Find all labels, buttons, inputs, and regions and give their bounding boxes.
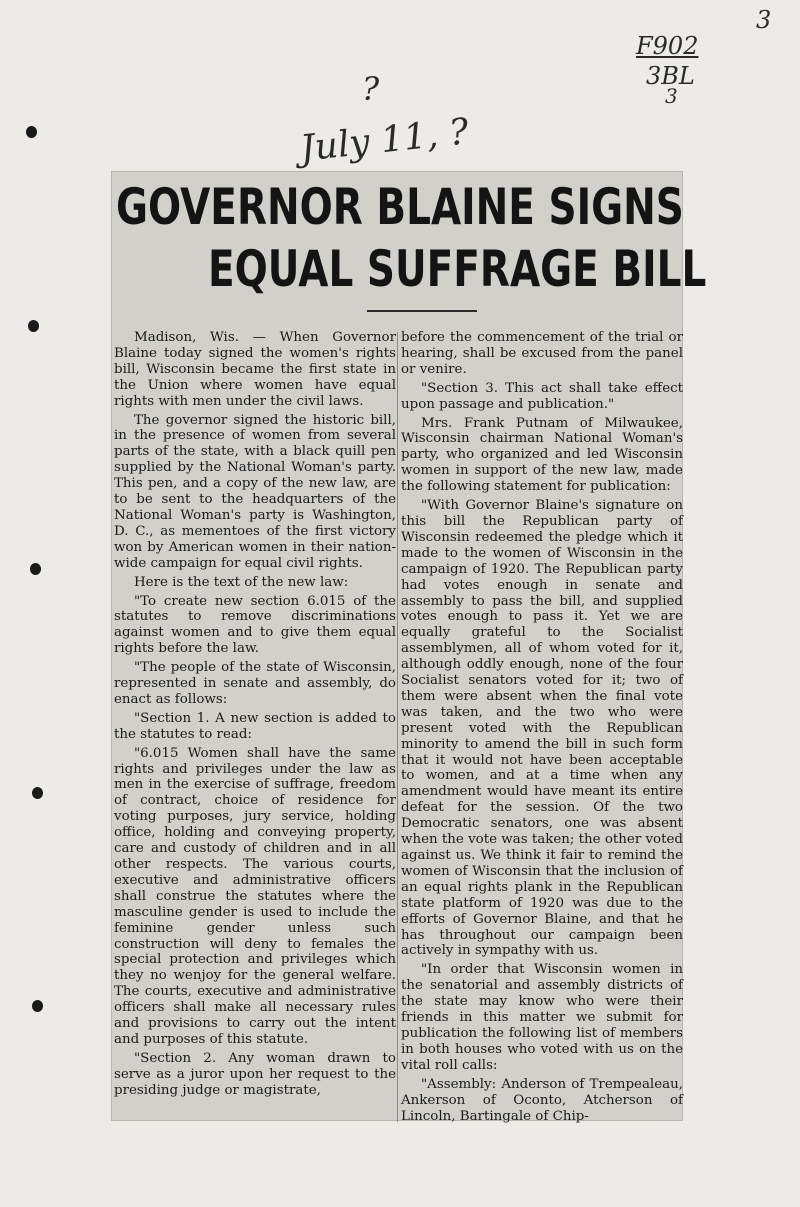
article-column-left bbox=[114, 330, 396, 1102]
headline-line-1: GOVERNOR BLAINE SIGNS bbox=[116, 178, 684, 236]
headline-rule bbox=[367, 310, 477, 312]
paragraph: "The people of the state of Wisconsin, represented in senate and assembly, do enact as follows: bbox=[114, 660, 396, 707]
punch-hole bbox=[32, 1000, 43, 1012]
paragraph: "6.015 Women shall have the same rights and privileges under the law as men in the exercise of suffrage, freedom of contract, choice of residence for voting purposes, jury service, holding office, holding and conveying property, care and custody of children and in all other respects. The various courts, executive and administrative officers shall construe the statutes where the masculine gender is used to include the feminine gender unless such construction will deny to females the special protection and privileges which they no wenjoy for the general welfare. The courts, executive and administrative officers shall make all necessary rules and provisions to carry out the intent and purposes of this statute. bbox=[114, 745, 396, 1047]
paragraph: Mrs. Frank Putnam of Milwaukee, Wisconsin chairman National Woman's party, who organized and led Wisconsin women in support of the new law, made the following statement for publication: bbox=[401, 415, 683, 495]
punch-hole bbox=[28, 320, 39, 332]
punch-hole bbox=[26, 126, 37, 138]
paragraph: The governor signed the historic bill, in the presence of women from several parts of the state, with a black quill pen supplied by the National Woman's party. This pen, and a copy of the new law, are to be sent to the headquarters of the National Woman's party is Washington, D. C., as mementoes of the first victory won by American women in their nation-wide campaign for equal civil rights. bbox=[114, 412, 396, 571]
paragraph: before the commencement of the trial or hearing, shall be excused from the panel or venire. bbox=[401, 330, 683, 377]
punch-hole bbox=[30, 563, 41, 575]
punch-hole bbox=[32, 787, 43, 799]
paragraph: Here is the text of the new law: bbox=[134, 574, 349, 590]
paragraph: "Assembly: Anderson of Trempealeau, Ankerson of Oconto, Atcherson of Lincoln, Bartingale of Chip- bbox=[401, 1076, 683, 1124]
date-note: July 11, ? bbox=[298, 111, 471, 170]
paragraph: "With Governor Blaine's signature on this bill the Republican party of Wisconsin redeemed the pledge which it made to the women of Wisconsin in the campaign of 1920. The Republican party had votes enough in senate and assembly to pass the bill, and supplied votes enough to pass it. Yet we are equally grateful to the Socialist assemblymen, all of whom voted for it, although oddly enough, none of the four Socialist senators voted for it; two of them were absent when the final vote was taken, and the two who were present voted with the Republican minority to amend the bill in such form that it would not have been acceptable to women, and at a time when any amendment would have meant its entire defeat for the session. Of the two Democratic senators, one was absent when the vote was taken; the other voted against us. We think it fair to remind the women of Wisconsin that the inclusion of an equal rights plank in the Republican state platform of 1920 was due to the efforts of Governor Blaine, and that he has throughout our campaign been actively in sympathy with us. bbox=[401, 498, 683, 959]
paragraph: "To create new section 6.015 of the statutes to remove discriminations against women and to give them equal rights before the law. bbox=[114, 593, 396, 657]
paragraph: "Section 3. This act shall take effect upon passage and publication." bbox=[401, 380, 683, 412]
headline-line-2: EQUAL SUFFRAGE BILL bbox=[208, 240, 707, 298]
newspaper-clipping bbox=[112, 172, 707, 1124]
paragraph: Madison, Wis. — When Governor Blaine today signed the women's rights bill, Wisconsin became the first state in the Union where women have equal rights with men under the civil laws. bbox=[114, 330, 396, 409]
column-divider bbox=[397, 332, 398, 1122]
paragraph: "In order that Wisconsin women in the senatorial and assembly districts of the state may know who were their friends in this matter we submit for publication the following list of members in both houses who voted with us on the vital roll calls: bbox=[401, 962, 683, 1073]
ref-code-2: 3BL bbox=[646, 62, 695, 90]
paragraph: "Section 1. A new section is added to the statutes to read: bbox=[114, 710, 396, 742]
ref-code-3: 3 bbox=[665, 84, 678, 108]
page-number: 3 bbox=[756, 6, 772, 34]
ref-code-1: F902 bbox=[636, 32, 699, 60]
article-column-right bbox=[401, 330, 683, 1127]
paragraph: "Section 2. Any woman drawn to serve as a juror upon her request to the presiding judge or magistrate, bbox=[114, 1050, 396, 1098]
question-mark: ? bbox=[362, 70, 380, 108]
